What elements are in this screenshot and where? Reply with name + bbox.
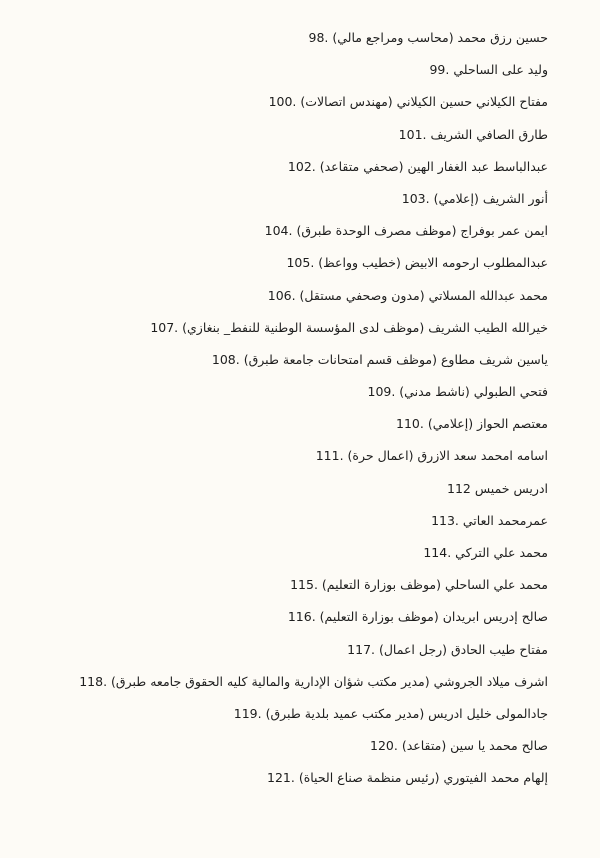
list-item: صالح إدريس ابريدان (موظف بوزارة التعليم) .116 <box>287 609 548 625</box>
list-item: خيرالله الطيب الشريف (موظف لدى المؤسسة الوطنية للنفط_ بنغازي) .107 <box>150 319 548 335</box>
list-item: محمد علي التركي .114 <box>423 545 548 560</box>
list-item: ياسين شريف مطاوع (موظف قسم امتحانات جامعة طبرق) .108 <box>211 351 548 367</box>
list-item: ايمن عمر بوفراج (موظف مصرف الوحدة طبرق) .104 <box>264 223 548 239</box>
list-item: اشرف ميلاد الجروشي (مدير مكتب شؤان الإدارية والمالية كليه الحقوق جامعه طبرق) .118 <box>79 673 548 689</box>
list-item: ادريس خميس 112 <box>447 480 548 496</box>
list-item: اسامه امحمد سعد الازرق (اعمال حرة) .111 <box>315 448 548 464</box>
list-item: معتصم الحواز (إعلامي) .110 <box>396 416 548 432</box>
list-item: محمد علي الساحلي (موظف بوزارة التعليم) .115 <box>290 577 548 593</box>
list-item: فتحي الطبولي (ناشط مدني) .109 <box>367 384 548 400</box>
list-item: أنور الشريف (إعلامي) .103 <box>401 190 548 206</box>
list-item: عبدالباسط عبد الغفار الهين (صحفي متقاعد) .102 <box>287 158 548 174</box>
list-item: طارق الصافي الشريف .101 <box>398 126 548 142</box>
list-item: إلهام محمد الفيتوري (رئيس منظمة صناع الحياة) .121 <box>267 770 548 786</box>
list-item: جادالمولى خليل ادريس (مدير مكتب عميد بلدية طبرق) .119 <box>233 705 548 721</box>
list-item: وليد على الساحلي .99 <box>429 62 548 78</box>
list-item: صالح محمد يا سين (متقاعد) .120 <box>370 738 548 754</box>
names-list <box>8 22 548 795</box>
list-item: عمرمحمد العاتي .113 <box>431 512 548 528</box>
list-item: مفتاح الكيلاني حسين الكيلاني (مهندس اتصالات) .100 <box>268 94 548 110</box>
list-item: عبدالمطلوب ارحومه الابيض (خطيب وواعظ) .105 <box>286 255 548 271</box>
list-item: حسين رزق محمد (محاسب ومراجع مالي) .98 <box>308 30 548 45</box>
list-item: مفتاح طيب الحادق (رجل اعمال) .117 <box>347 641 548 657</box>
list-item: محمد عبدالله المسلاتي (مدون وصحفي مستقل) .106 <box>267 287 548 303</box>
